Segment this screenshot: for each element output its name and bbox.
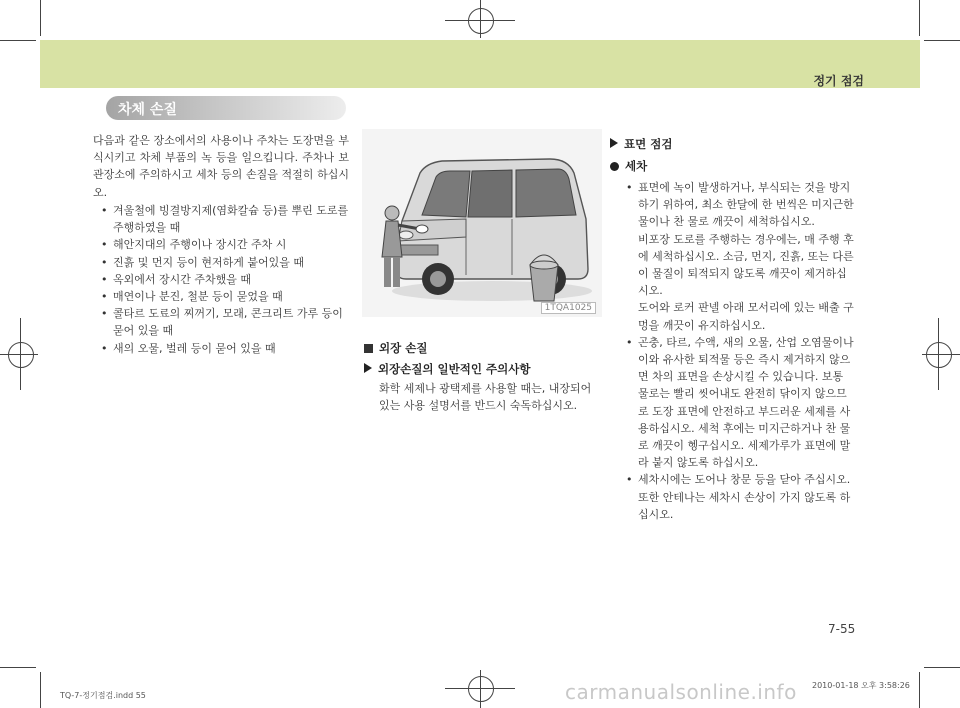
image-code: 1TQA1025 xyxy=(541,302,596,314)
list-item: • 진흙 및 먼지 등이 현저하게 붙어있을 때 xyxy=(97,254,351,271)
list-item: • 표면에 녹이 발생하거나, 부식되는 것을 방지하기 위하여, 최소 한달에 한 번씩은 미지근한 물이나 찬 물로 깨끗이 세척하십시오. 비포장 도로를 주행하는 경우에는, 매 주행 후에 세척하십시오. 소금, 먼지, 진흙, 또는 다른 이 물질이 퇴적되지 않도록 깨끗이 제거하십시오. 도어와 로커 판넬 아래 모서리에 있는 배출 구멍을 깨끗이 유지하십시오. xyxy=(622,179,856,334)
circle-bullet-icon xyxy=(610,162,619,171)
list-item: • 매연이나 분진, 철분 등이 묻었을 때 xyxy=(97,288,351,305)
list-item: • 겨울철에 빙결방지제(염화칼슘 등)를 뿌린 도로를 주행하였을 때 xyxy=(97,202,351,236)
car-washing-illustration xyxy=(362,129,602,317)
section-title: 정기 점검 xyxy=(813,74,864,88)
van-illustration xyxy=(362,129,602,317)
page-number: 7-55 xyxy=(828,622,856,636)
car-wash-heading: 세차 xyxy=(610,158,647,174)
triangle-bullet-icon xyxy=(364,363,372,373)
surface-check-heading: 표면 점검 xyxy=(610,136,672,152)
list-item: • 세차시에는 도어나 창문 등을 닫아 주십시오. 또한 안테나는 세차시 손상이 가지 않도록 하십시오. xyxy=(622,471,856,523)
triangle-bullet-icon xyxy=(610,138,618,148)
title-pill xyxy=(106,96,346,120)
list-item: • 해안지대의 주행이나 장시간 주차 시 xyxy=(97,236,351,253)
footer-timestamp: 2010-01-18 오후 3:58:26 xyxy=(812,681,910,690)
watermark: carmanualsonline.info xyxy=(565,680,797,704)
page-title: 차체 손질 xyxy=(118,102,177,118)
footer-filename: TQ-7-정기점검.indd 55 xyxy=(60,691,146,700)
list-item: • 새의 오물, 벌레 등이 묻어 있을 때 xyxy=(97,340,351,357)
intro-paragraph: 다음과 같은 장소에서의 사용이나 주차는 도장면을 부식시키고 차체 부품의 녹 등을 일으킵니다. 주차나 보관장소에 주의하시고 세차 등의 손질을 적절히 하십시오. xyxy=(93,134,349,199)
list-item: • 곤충, 타르, 수액, 새의 오물, 산업 오염물이나 이와 유사한 퇴적물 등은 즉시 제거하지 않으면 차의 표면을 손상시킬 수 있습니다. 보통 물로는 빨리 씻어내도 완전히 닦이지 않으므로 도장 표면에 안전하고 부드러운 세제를 사용하십시오. 세척 후에는 미지근하거나 찬 물로 깨끗이 헹구십시오. 세제가루가 표면에 말라 붙지 않도록 하십시오. xyxy=(622,334,856,472)
square-bullet-icon xyxy=(364,344,373,353)
exterior-care-heading: 외장 손질 xyxy=(364,340,427,356)
list-item: • 옥외에서 장시간 주차했을 때 xyxy=(97,271,351,288)
general-cautions-heading: 외장손질의 일반적인 주의사항 xyxy=(364,361,530,377)
condition-list xyxy=(97,202,351,357)
cautions-paragraph: 화학 세제나 광택제를 사용할 때는, 내장되어 있는 사용 설명서를 반드시 숙독하십시오. xyxy=(379,382,592,413)
list-item: • 콜타르 도료의 찌꺼기, 모래, 콘크리트 가루 등이 묻어 있을 때 xyxy=(97,305,351,339)
car-wash-list xyxy=(622,179,856,523)
header-band xyxy=(40,40,920,88)
